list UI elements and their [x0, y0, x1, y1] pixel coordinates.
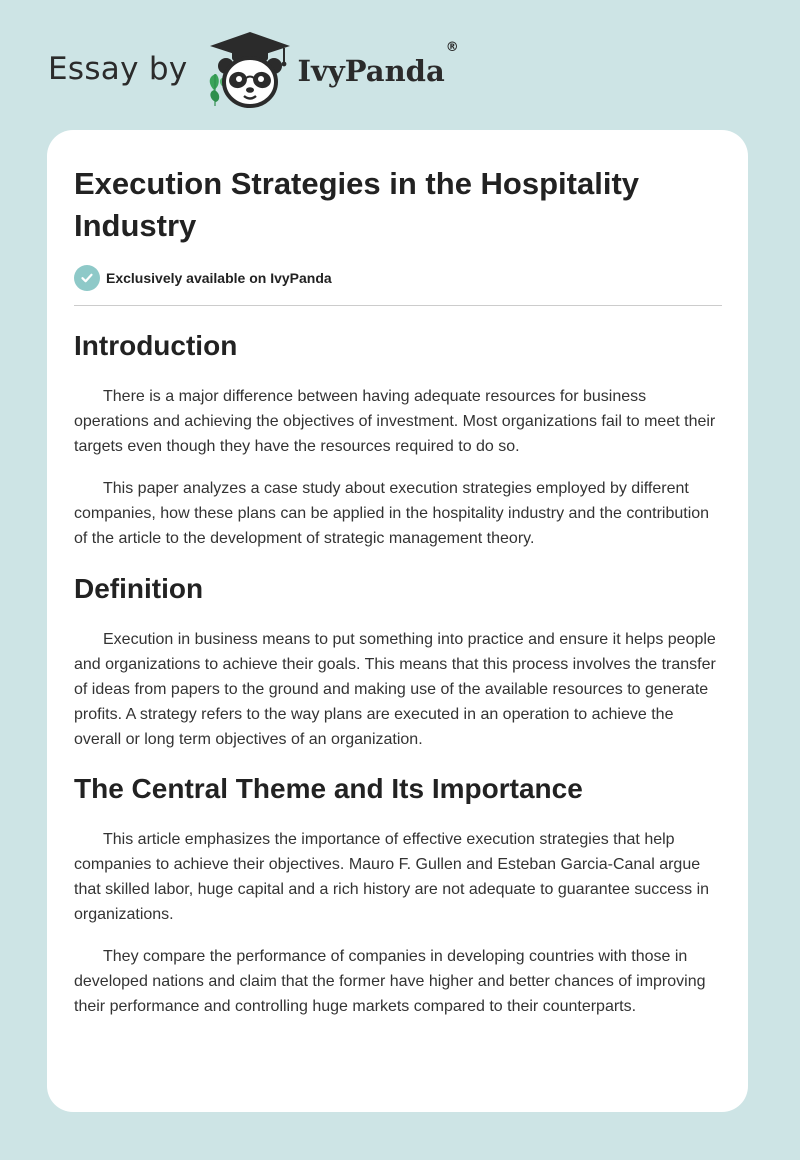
- paragraph: They compare the performance of companies in developing countries with those in developed nations and claim that the former have higher and better chances of improving their performance and controlling huge markets compared to their counterparts.: [74, 948, 706, 1015]
- title-divider: [74, 305, 722, 306]
- exclusive-badge: [74, 265, 722, 291]
- essay-by-label: Essay by: [48, 51, 188, 87]
- paragraph: This article emphasizes the importance of effective execution strategies that help companies to achieve their objectives. Mauro F. Gullen and Esteban Garcia-Canal argue that skilled labor, huge capital and a rich history are not adequate to guarantee success in organizations.: [74, 831, 710, 923]
- ivypanda-wordmark: [297, 40, 459, 88]
- brand-header: [48, 30, 459, 110]
- section-central-theme: [74, 772, 722, 1019]
- section-heading: Definition: [74, 573, 204, 604]
- panda-graduate-logo-icon: [204, 30, 296, 110]
- article-card: [47, 130, 748, 1112]
- section-heading: The Central Theme and Its Importance: [74, 773, 583, 804]
- section-introduction: [74, 329, 722, 551]
- registered-mark: ®: [445, 40, 459, 55]
- exclusive-badge-text: Exclusively available on IvyPanda: [106, 270, 332, 286]
- page-title: Execution Strategies in the Hospitality Industry: [74, 166, 640, 243]
- section-definition: [74, 572, 722, 752]
- paragraph: This paper analyzes a case study about execution strategies employed by different companies, how these plans can be applied in the hospitality industry and the contribution of the article to the development of strategic management theory.: [74, 480, 710, 547]
- paragraph: Execution in business means to put something into practice and ensure it helps people and organizations to achieve their goals. This means that this process involves the transfer of ideas from papers to the ground and making use of the available resources to generate profits. A strategy refers to the way plans are executed in an operation to achieve the overall or long term objectives of an organization.: [74, 631, 716, 748]
- paragraph: There is a major difference between having adequate resources for business operations and achieving the objectives of investment. Most organizations fail to meet their targets even though they have the resources required to do so.: [74, 388, 716, 455]
- check-circle-icon: [74, 265, 100, 291]
- brand-name-text: IvyPanda: [297, 54, 445, 88]
- section-heading: Introduction: [74, 330, 238, 361]
